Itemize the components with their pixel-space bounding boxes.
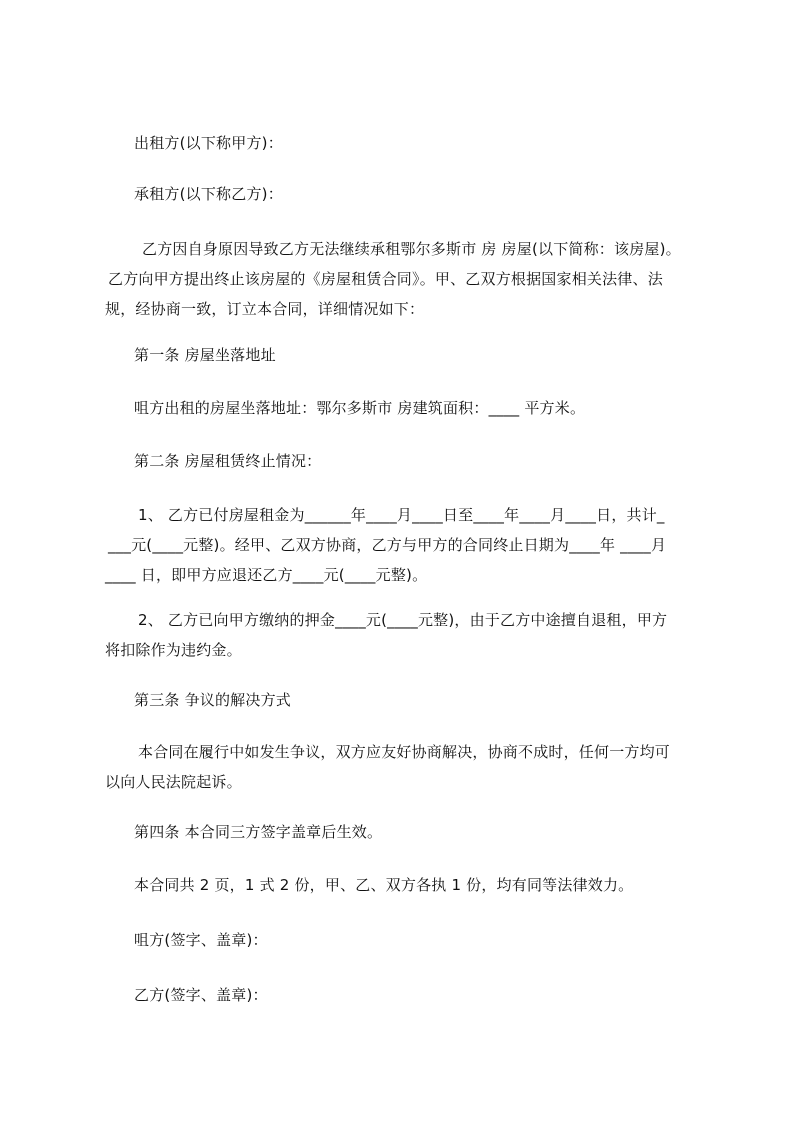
intro-line-1: 乙方因自身原因导致乙方无法继续承租鄂尔多斯市 房 房屋(以下简称：该房屋)。 — [142, 240, 681, 258]
article2-item1-line-2: ___元(____元整)。经甲、乙双方协商，乙方与甲方的合同终止日期为____年 ____月 — [108, 536, 667, 554]
article2-item2 — [105, 605, 667, 665]
article2-item1-line-1: 1、 乙方已付房屋租金为______年____月____日至____年____月____日，共计_ — [138, 506, 665, 524]
article2-item2-line-2: 将扣除作为违约金。 — [105, 641, 242, 659]
signature-party-a: 咀方(签字、盖章)： — [134, 931, 268, 949]
article2-item2-line-1: 2、 乙方已向甲方缴纳的押金____元(____元整)，由于乙方中途擅自退租，甲方 — [138, 611, 668, 629]
article3-title: 第三条 争议的解决方式 — [134, 691, 291, 709]
intro-paragraph — [105, 234, 681, 324]
copies-statement: 本合同共 2 页，1 式 2 份，甲、乙、双方各执 1 份，均有同等法律效力。 — [134, 876, 634, 894]
intro-line-3: 规，经协商一致，订立本合同，详细情况如下： — [105, 300, 425, 318]
intro-line-2: 乙方向甲方提出终止该房屋的《房屋租赁合同》。甲、乙双方根据国家相关法律、法 — [108, 270, 663, 288]
article1-title: 第一条 房屋坐落地址 — [134, 346, 276, 364]
article2-item1 — [105, 500, 666, 590]
lessee-line: 承租方(以下称乙方)： — [134, 185, 283, 203]
article3-body — [105, 737, 670, 797]
article2-title: 第二条 房屋租赁终止情况： — [134, 452, 322, 470]
article2-item1-line-3: ____ 日，即甲方应退还乙方____元(____元整)。 — [105, 566, 428, 584]
article4: 第四条 本合同三方签字盖章后生效。 — [134, 823, 383, 841]
signature-party-b: 乙方(签字、盖章)： — [134, 986, 268, 1004]
article1-body: 咀方出租的房屋坐落地址：鄂尔多斯市 房建筑面积：____ 平方米。 — [134, 399, 586, 417]
article3-body-line-1: 本合同在履行中如发生争议，双方应友好协商解决，协商不成时，任何一方均可 — [138, 743, 671, 761]
lessor-line: 出租方(以下称甲方)： — [134, 134, 283, 152]
article3-body-line-2: 以向人民法院起诉。 — [105, 773, 242, 791]
